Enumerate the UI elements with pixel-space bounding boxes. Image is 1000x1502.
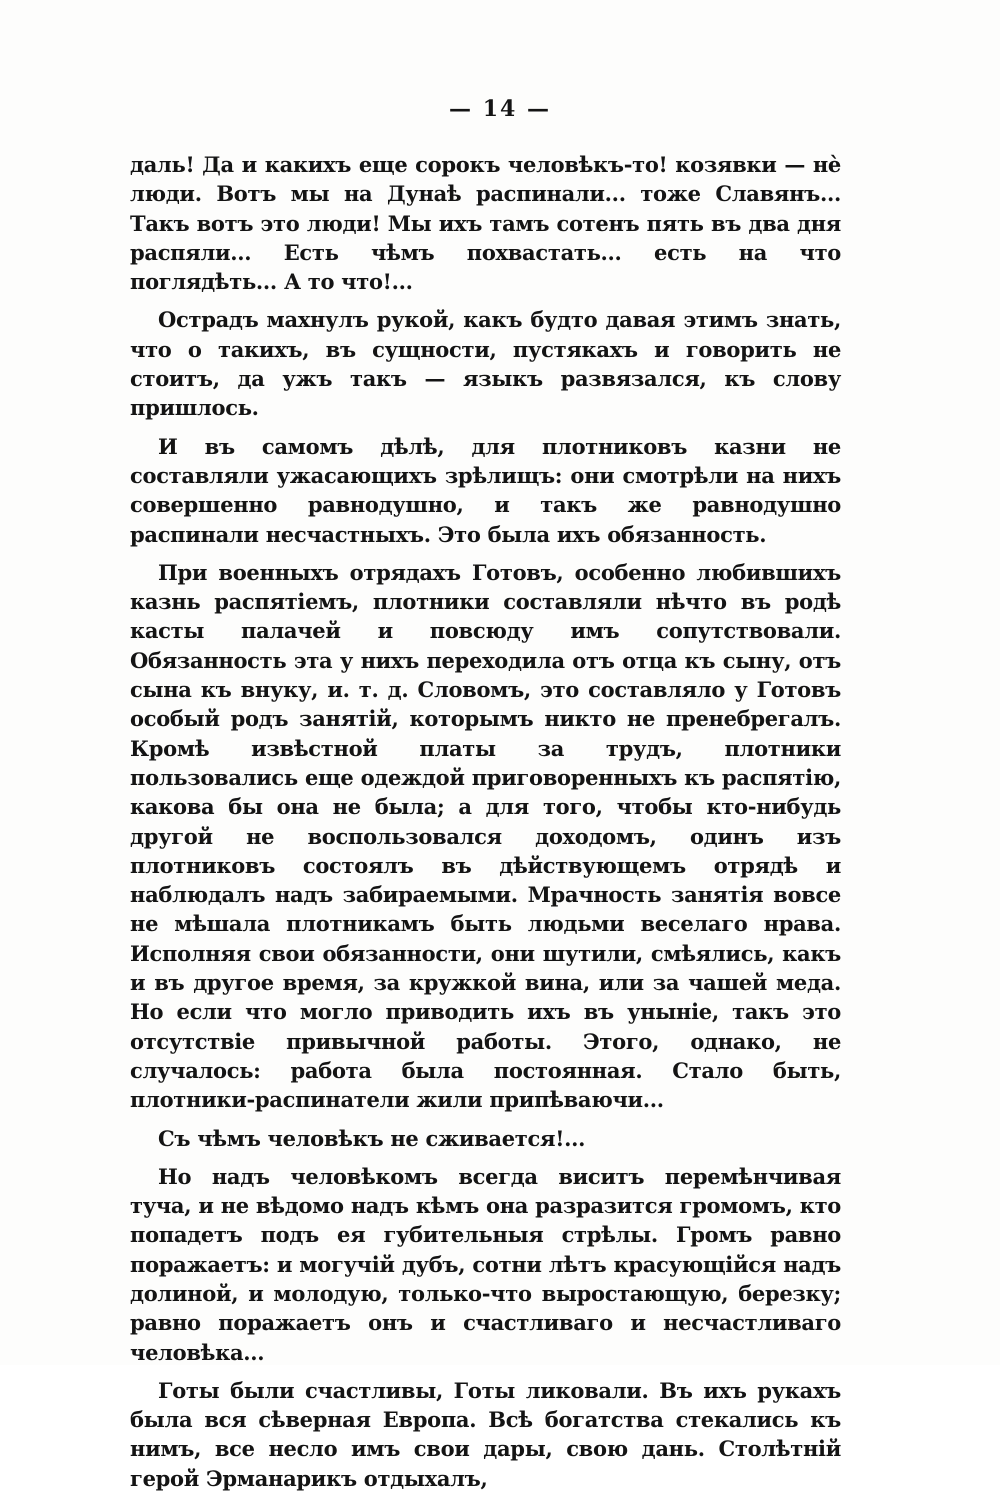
paragraph: Съ чѣмъ человѣкъ не сживается!... (158, 1125, 586, 1151)
body-text (130, 150, 841, 1502)
page-number: — 14 — (449, 96, 551, 122)
paragraph: даль! Да и какихъ еще сорокъ человѣкъ-то! козявки — нѐ люди. Вотъ мы на Дунаѣ распинали... тоже Славянъ... Такъ вотъ это люди! Мы ихъ тамъ сотенъ пять въ два дня распяли... Есть чѣмъ похвастать... есть на что поглядѣть... А то что!... (130, 152, 841, 295)
paragraph: При военныхъ отрядахъ Готовъ, особенно любившихъ казнь распятіемъ, плотники составляли нѣчто въ родѣ касты палачей и повсюду имъ сопутствовали. Обязанность эта у нихъ переходила отъ отца къ сыну, отъ сына къ внуку, и. т. д. Словомъ, это составляло у Готовъ особый родъ занятій, которымъ никто не пренебрегалъ. Кромѣ извѣстной платы за трудъ, плотники пользовались еще одеждой приговоренныхъ къ распятію, какова бы она не была; а для того, чтобы кто-нибудь другой не воспользовался доходомъ, одинъ изъ плотниковъ состоялъ въ дѣйствующемъ отрядѣ и наблюдалъ надъ забираемыми. Мрачность занятія вовсе не мѣшала плотникамъ быть людьми веселаго нрава. Исполняя свои обязанности, они шутили, смѣялись, какъ и въ другое время, за кружкой вина, или за чашей меда. Но если что могло приводить ихъ въ уныніе, такъ это отсутствіе привычной работы. Этого, однако, не случалось: работа была постоянная. Стало быть, плотники-распинатели жили припѣваючи... (130, 559, 841, 1113)
paragraph: Но надъ человѣкомъ всегда виситъ перемѣнчивая туча, и не вѣдомо надъ кѣмъ она разразится громомъ, кто попадетъ подъ ея губительныя стрѣлы. Громъ равно поражаетъ: и могучій дубъ, сотни лѣтъ красующійся надъ долиной, и молодую, только-что выростающую, березку; равно поражаетъ онъ и счастливаго и несчастливаго человѣка... (130, 1163, 841, 1365)
paragraph: И въ самомъ дѣлѣ, для плотниковъ казни не составляли ужасающихъ зрѣлищъ: они смотрѣли на нихъ совершенно равнодушно, и такъ же равнодушно распинали несчастныхъ. Это была ихъ обязанность. (130, 433, 841, 547)
paragraph: Острадъ махнулъ рукой, какъ будто давая этимъ знать, что о такихъ, въ сущности, пустякахъ и говорить не стоитъ, да ужъ такъ — языкъ развязался, къ слову пришлось. (130, 307, 841, 421)
paragraph: Готы были счастливы, Готы ликовали. Въ ихъ рукахъ была вся сѣверная Европа. Всѣ богатства стекались къ нимъ, все несло имъ свои дары, свою дань. Столѣтній герой Эрманарикъ отдыхалъ, (130, 1377, 841, 1491)
